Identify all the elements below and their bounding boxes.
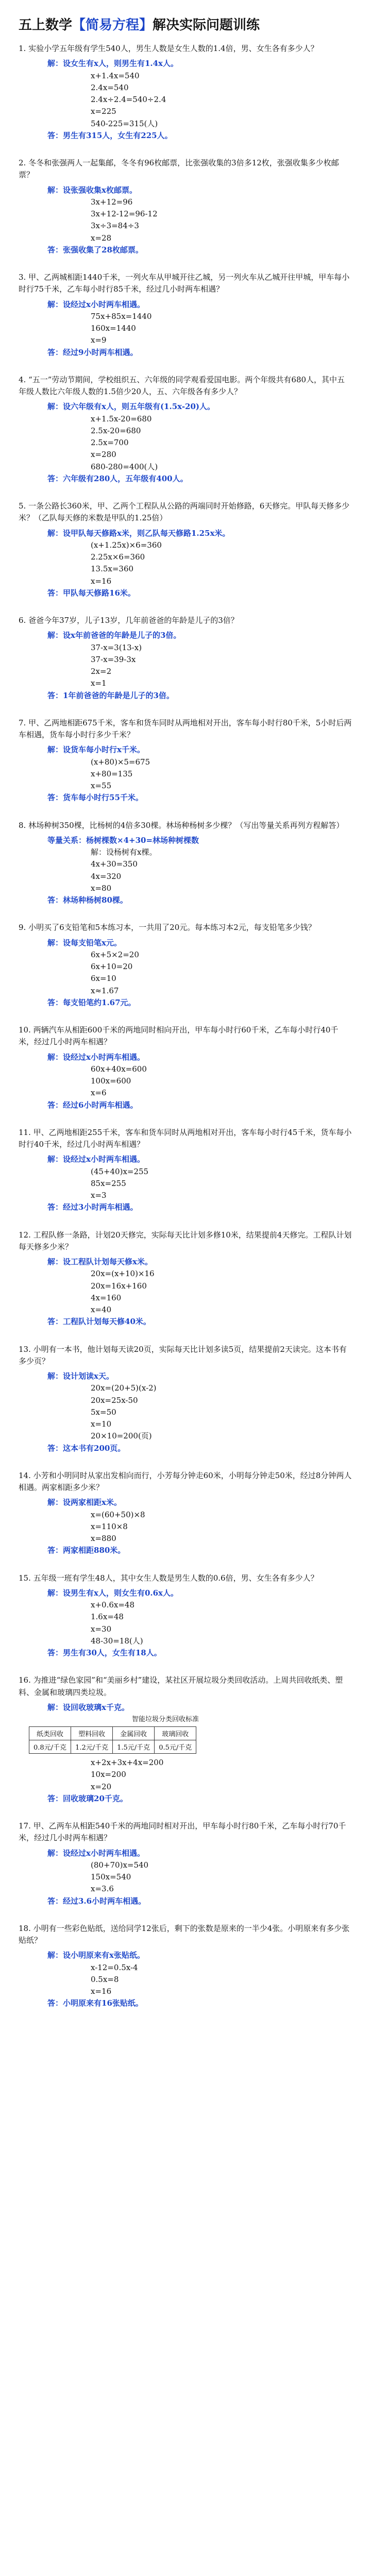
- equation-line: x=16: [91, 576, 112, 586]
- answer-line: 答：每支铅笔约1.67元。: [47, 997, 136, 1007]
- equation-line: 3x+12-12=96-12: [91, 209, 158, 218]
- equation-line: x=30: [91, 1624, 112, 1634]
- equation-line: 5x=50: [91, 1407, 116, 1417]
- problem-question: 11. 甲、乙两地相距255千米，客车和货车同时从两地相对开出，客车每小时行45千米，货车每小时行40千米，经过几小时两车相遇？: [19, 1127, 352, 1149]
- equation-line: x+80=135: [91, 769, 133, 778]
- page-title: [19, 14, 352, 33]
- equation-steps: [91, 949, 352, 997]
- equation-steps: [91, 642, 352, 690]
- equation-line: x+1.4x=540: [91, 71, 140, 80]
- problem-8: [19, 820, 352, 907]
- equation-line: 680-280=400(人): [91, 462, 158, 471]
- equation-steps: [91, 756, 352, 792]
- answer-line: 答：货车每小时行55千米。: [47, 793, 143, 803]
- solution-setup: 解：设计划读x天。: [47, 1371, 114, 1381]
- equation-steps: [91, 1599, 352, 1647]
- problem-16: [19, 1674, 352, 1805]
- problem-10: [19, 1024, 352, 1111]
- problem-question: 13. 小明有一本书，他计划每天读20页，实际每天比计划多读5页，结果提前2天读完。这本书有多少页？: [19, 1344, 347, 1366]
- equation-line: x=80: [91, 883, 112, 893]
- equation-steps: [91, 196, 352, 244]
- equation-line: 3x+12=96: [91, 197, 133, 207]
- answer-line: 答：两家相距880米。: [47, 1546, 126, 1555]
- equation-line: x=40: [91, 1305, 112, 1314]
- equation-line: 6x+5×2=20: [91, 950, 139, 959]
- equation-line: x=225: [91, 107, 116, 116]
- equation-line: 6x=10: [91, 974, 116, 984]
- equation-steps: [91, 1859, 352, 1895]
- answer-line: 答：经过3小时两车相遇。: [47, 1202, 138, 1212]
- problem-11: [19, 1127, 352, 1214]
- equation-steps: [91, 1063, 352, 1099]
- equation-line: x+1.5x-20=680: [91, 414, 152, 423]
- problem-9: [19, 922, 352, 1009]
- answer-line: 答：张强收集了28枚邮票。: [47, 245, 143, 255]
- answer-line: 答：经过9小时两车相遇。: [47, 347, 138, 357]
- equation-line: 75x+85x=1440: [91, 311, 152, 321]
- equation-line: x=9: [91, 335, 107, 345]
- equation-line: 0.5x=8: [91, 1974, 119, 1984]
- equation-line: x-12=0.5x-4: [91, 1962, 138, 1972]
- equation-line: (x+1.25x)×6=360: [91, 540, 162, 550]
- answer-line: 答：六年级有280人，五年级有400人。: [47, 473, 188, 483]
- problem-question: 5. 一条公路长360米，甲、乙两个工程队从公路的两端同时开始修路，6天修完。甲队每天修多少米？（乙队每天修的米数是甲队的1.25倍）: [19, 501, 350, 523]
- equation-line: 3x÷3=84÷3: [91, 221, 139, 231]
- problem-question: 1. 实验小学五年级有学生540人，男生人数是女生人数的1.4倍，男、女生各有多少人？: [19, 44, 318, 53]
- problem-question: 2. 冬冬和张强两人一起集邮，冬冬有96枚邮票，比张强收集的3倍多12枚，张强收集多少枚邮票？: [19, 158, 339, 180]
- solution-setup: 解：设回收玻璃x千克。: [47, 1702, 129, 1712]
- equation-line: 20x=25x-50: [91, 1395, 138, 1405]
- equation-line: 150x=540: [91, 1872, 131, 1882]
- solution-setup: 解：设六年级有x人，则五年级有(1.5x-20)人。: [47, 402, 215, 412]
- problem-5: [19, 500, 352, 599]
- equation-line: x=110×8: [91, 1521, 128, 1531]
- equation-steps: [91, 311, 352, 347]
- problem-question: 7. 甲、乙两地相距675千米，客车和货车同时从两地相对开出，客车每小时行80千米，5小时后两车相遇，货车每小时行多少千米？: [19, 718, 352, 739]
- problem-2: [19, 157, 352, 256]
- equation-steps: [91, 1382, 352, 1442]
- solution-setup: 解：设x年前爸爸的年龄是儿子的3倍。: [47, 631, 181, 640]
- solution-setup: 解：设经过x小时两车相遇。: [47, 1052, 145, 1062]
- solution-setup: 解：设两家相距x米。: [47, 1498, 122, 1507]
- solution-setup: 解：设小明原来有x张贴纸。: [47, 1951, 145, 1960]
- solution-setup: 解：设每支铅笔x元。: [47, 938, 122, 947]
- equation-line: 540-225=315(人): [91, 118, 158, 128]
- problem-list: [19, 43, 352, 2010]
- equation-line: x=3.6: [91, 1884, 114, 1894]
- solution-setup: 解：设经过x小时两车相遇。: [47, 299, 145, 309]
- problem-question: 14. 小芳和小明同时从家出发相向而行，小芳每分钟走60米，小明每分钟走50米，经过8分钟两人相遇。两家相距多少米？: [19, 1470, 352, 1492]
- solution-setup: 等量关系：杨树棵数×4+30=林场种树棵数: [47, 835, 199, 845]
- problem-question: 18. 小明有一些彩色贴纸，送给同学12张后，剩下的张数是原来的一半少4张。小明原来有多少张贴纸？: [19, 1923, 350, 1945]
- equation-line: 4x=160: [91, 1293, 122, 1302]
- table-header-cell: 纸类回收: [29, 1727, 71, 1740]
- problem-7: [19, 717, 352, 804]
- equation-line: 4x=320: [91, 871, 122, 881]
- equation-steps: [91, 1757, 352, 1793]
- solution-setup: 解：设甲队每天修路x米，则乙队每天修路1.25x米。: [47, 528, 230, 538]
- solution-setup: 解：设经过x小时两车相遇。: [47, 1155, 145, 1164]
- problem-question: 9. 小明买了6支铅笔和5本练习本，一共用了20元。每本练习本2元，每支铅笔多少钱？: [19, 923, 316, 933]
- equation-line: 48-30=18(人): [91, 1636, 143, 1646]
- recycling-table: [29, 1726, 196, 1754]
- solution-setup: 解：设货车每小时行x千米。: [47, 745, 145, 755]
- equation-line: 2.5x=700: [91, 438, 129, 447]
- equation-steps: [91, 70, 352, 130]
- equation-line: 20x=16x+160: [91, 1281, 147, 1291]
- problem-13: [19, 1344, 352, 1454]
- problem-question: 17. 甲、乙两车从相距540千米的两地同时相对开出，甲车每小时行80千米，乙车每小时行70千米，经过几小时两车相遇？: [19, 1821, 346, 1843]
- equation-line: 10x=200: [91, 1770, 126, 1780]
- problem-6: [19, 615, 352, 702]
- problem-17: [19, 1820, 352, 1907]
- problem-question: 8. 林场种树350棵，比杨树的4倍多30棵。林场种杨树多少棵？（写出等量关系再列方程解答）: [19, 820, 344, 830]
- answer-line: 答：经过3.6小时两车相遇。: [47, 1896, 146, 1906]
- problem-question: 10. 两辆汽车从相距600千米的两地同时相向开出，甲车每小时行60千米，乙车每小时行40千米，经过几小时两车相遇？: [19, 1025, 339, 1047]
- table-cell: 0.8元/千克: [29, 1740, 71, 1754]
- equation-line: x+2x+3x+4x=200: [91, 1758, 164, 1767]
- equation-line: 20x=(x+10)×16: [91, 1269, 155, 1279]
- equation-line: 2.4x=540: [91, 82, 129, 92]
- problem-question: 6. 爸爸今年37岁，儿子13岁，几年前爸爸的年龄是儿子的3倍？: [19, 616, 239, 625]
- problem-4: [19, 374, 352, 485]
- answer-line: 答：林场种杨树80棵。: [47, 895, 128, 905]
- equation-line: x=1: [91, 679, 107, 688]
- equation-line: 4x+30=350: [91, 859, 138, 869]
- answer-line: 答：男生有315人，女生有225人。: [47, 130, 173, 140]
- answer-line: 答：甲队每天修路16米。: [47, 588, 136, 598]
- table-cell: 1.2元/千克: [71, 1740, 113, 1754]
- equation-steps: [91, 1268, 352, 1316]
- problem-question: 3. 甲、乙两城相距1440千米，一列火车从甲城开往乙城，另一列火车从乙城开往甲城，甲车每小时行75千米，乙车每小时行85千米，经过几小时两车相遇？: [19, 273, 350, 294]
- equation-line: 解：设杨树有x棵。: [91, 848, 157, 857]
- solution-setup: 解：设男生有x人，则女生有0.6x人。: [47, 1588, 178, 1598]
- problem-12: [19, 1229, 352, 1328]
- equation-line: 2.4x÷2.4=540÷2.4: [91, 95, 166, 104]
- equation-line: 2.5x-20=680: [91, 426, 141, 435]
- equation-line: x=10: [91, 1419, 112, 1429]
- equation-line: x≈1.67: [91, 986, 119, 995]
- equation-steps: [91, 1166, 352, 1202]
- equation-line: 6x+10=20: [91, 962, 133, 971]
- problem-question: 16. 为推进“绿色家园”和“美丽乡村”建设，某社区开展垃圾分类回收活动。上周共回收纸类、塑料、金属和玻璃四类垃圾。: [19, 1675, 343, 1697]
- solution-setup: 解：设工程队计划每天修x米。: [47, 1257, 153, 1266]
- equation-line: x=55: [91, 781, 112, 790]
- answer-line: 答：回收玻璃20千克。: [47, 1793, 128, 1803]
- answer-line: 答：小明原来有16张贴纸。: [47, 1998, 143, 2008]
- problem-question: 12. 工程队修一条路，计划20天修完，实际每天比计划多修10米，结果提前4天修完。工程队计划每天修多少米？: [19, 1230, 352, 1251]
- equation-line: x=28: [91, 233, 112, 243]
- equation-line: 20x=(20+5)(x-2): [91, 1383, 157, 1393]
- answer-line: 答：工程队计划每天修40米。: [47, 1317, 151, 1327]
- table-caption: 智能垃圾分类回收标准: [132, 1716, 199, 1723]
- solution-setup: 解：设张强收集x枚邮票。: [47, 185, 137, 195]
- equation-line: x=16: [91, 1987, 112, 1996]
- equation-line: x=280: [91, 450, 116, 460]
- answer-line: 答：这本书有200页。: [47, 1443, 126, 1453]
- equation-steps: [91, 413, 352, 473]
- answer-line: 答：男生有30人，女生有18人。: [47, 1648, 162, 1657]
- equation-line: (80+70)x=540: [91, 1860, 149, 1870]
- table-header-cell: 塑料回收: [71, 1727, 113, 1740]
- table-header-cell: 玻璃回收: [155, 1727, 196, 1740]
- equation-line: x=(60+50)×8: [91, 1510, 145, 1519]
- equation-line: 1.6x=48: [91, 1612, 124, 1622]
- equation-steps: [91, 846, 352, 894]
- equation-line: 37-x=39-3x: [91, 654, 136, 664]
- equation-steps: [91, 1962, 352, 1998]
- equation-line: 2.25x×6=360: [91, 552, 145, 562]
- problem-14: [19, 1470, 352, 1557]
- equation-line: 160x=1440: [91, 324, 136, 333]
- equation-line: x=20: [91, 1782, 112, 1791]
- equation-line: 100x=600: [91, 1076, 131, 1086]
- equation-line: (45+40)x=255: [91, 1166, 149, 1176]
- equation-line: x=6: [91, 1088, 107, 1098]
- title-prefix: 五上数学: [19, 17, 73, 32]
- answer-line: 答：1年前爸爸的年龄是儿子的3倍。: [47, 690, 174, 700]
- equation-line: 2x=2: [91, 667, 112, 676]
- equation-line: (x+80)×5=675: [91, 757, 150, 767]
- answer-line: 答：经过6小时两车相遇。: [47, 1100, 138, 1110]
- table-header-cell: 金属回收: [113, 1727, 155, 1740]
- problem-18: [19, 1923, 352, 2010]
- table-cell: 0.5元/千克: [155, 1740, 196, 1754]
- problem-3: [19, 272, 352, 359]
- equation-line: x+0.6x=48: [91, 1600, 134, 1609]
- problem-question: 4. “五一”劳动节期间，学校组织五、六年级的同学观看爱国电影。两个年级共有680人，其中五年级人数比六年级人数的1.5倍少20人，五、六年级各有多少人？: [19, 375, 345, 396]
- equation-line: 60x+40x=600: [91, 1064, 147, 1074]
- solution-setup: 解：设女生有x人，则男生有1.4x人。: [47, 59, 178, 69]
- problem-question: 15. 五年级一班有学生48人，其中女生人数是男生人数的0.6倍，男、女生各有多少人？: [19, 1573, 318, 1583]
- title-suffix: 解决实际问题训练: [153, 17, 260, 32]
- title-highlight: 【简易方程】: [72, 17, 153, 32]
- equation-steps: [91, 539, 352, 587]
- equation-line: x=880: [91, 1534, 116, 1543]
- problem-15: [19, 1572, 352, 1659]
- equation-line: x=3: [91, 1191, 107, 1200]
- equation-line: 37-x=3(13-x): [91, 642, 142, 652]
- equation-line: 85x=255: [91, 1178, 126, 1188]
- equation-line: 13.5x=360: [91, 564, 134, 574]
- table-cell: 1.5元/千克: [113, 1740, 155, 1754]
- equation-steps: [91, 1509, 352, 1545]
- equation-line: 20×10=200(页): [91, 1431, 152, 1441]
- solution-setup: 解：设经过x小时两车相遇。: [47, 1848, 145, 1858]
- problem-1: [19, 43, 352, 142]
